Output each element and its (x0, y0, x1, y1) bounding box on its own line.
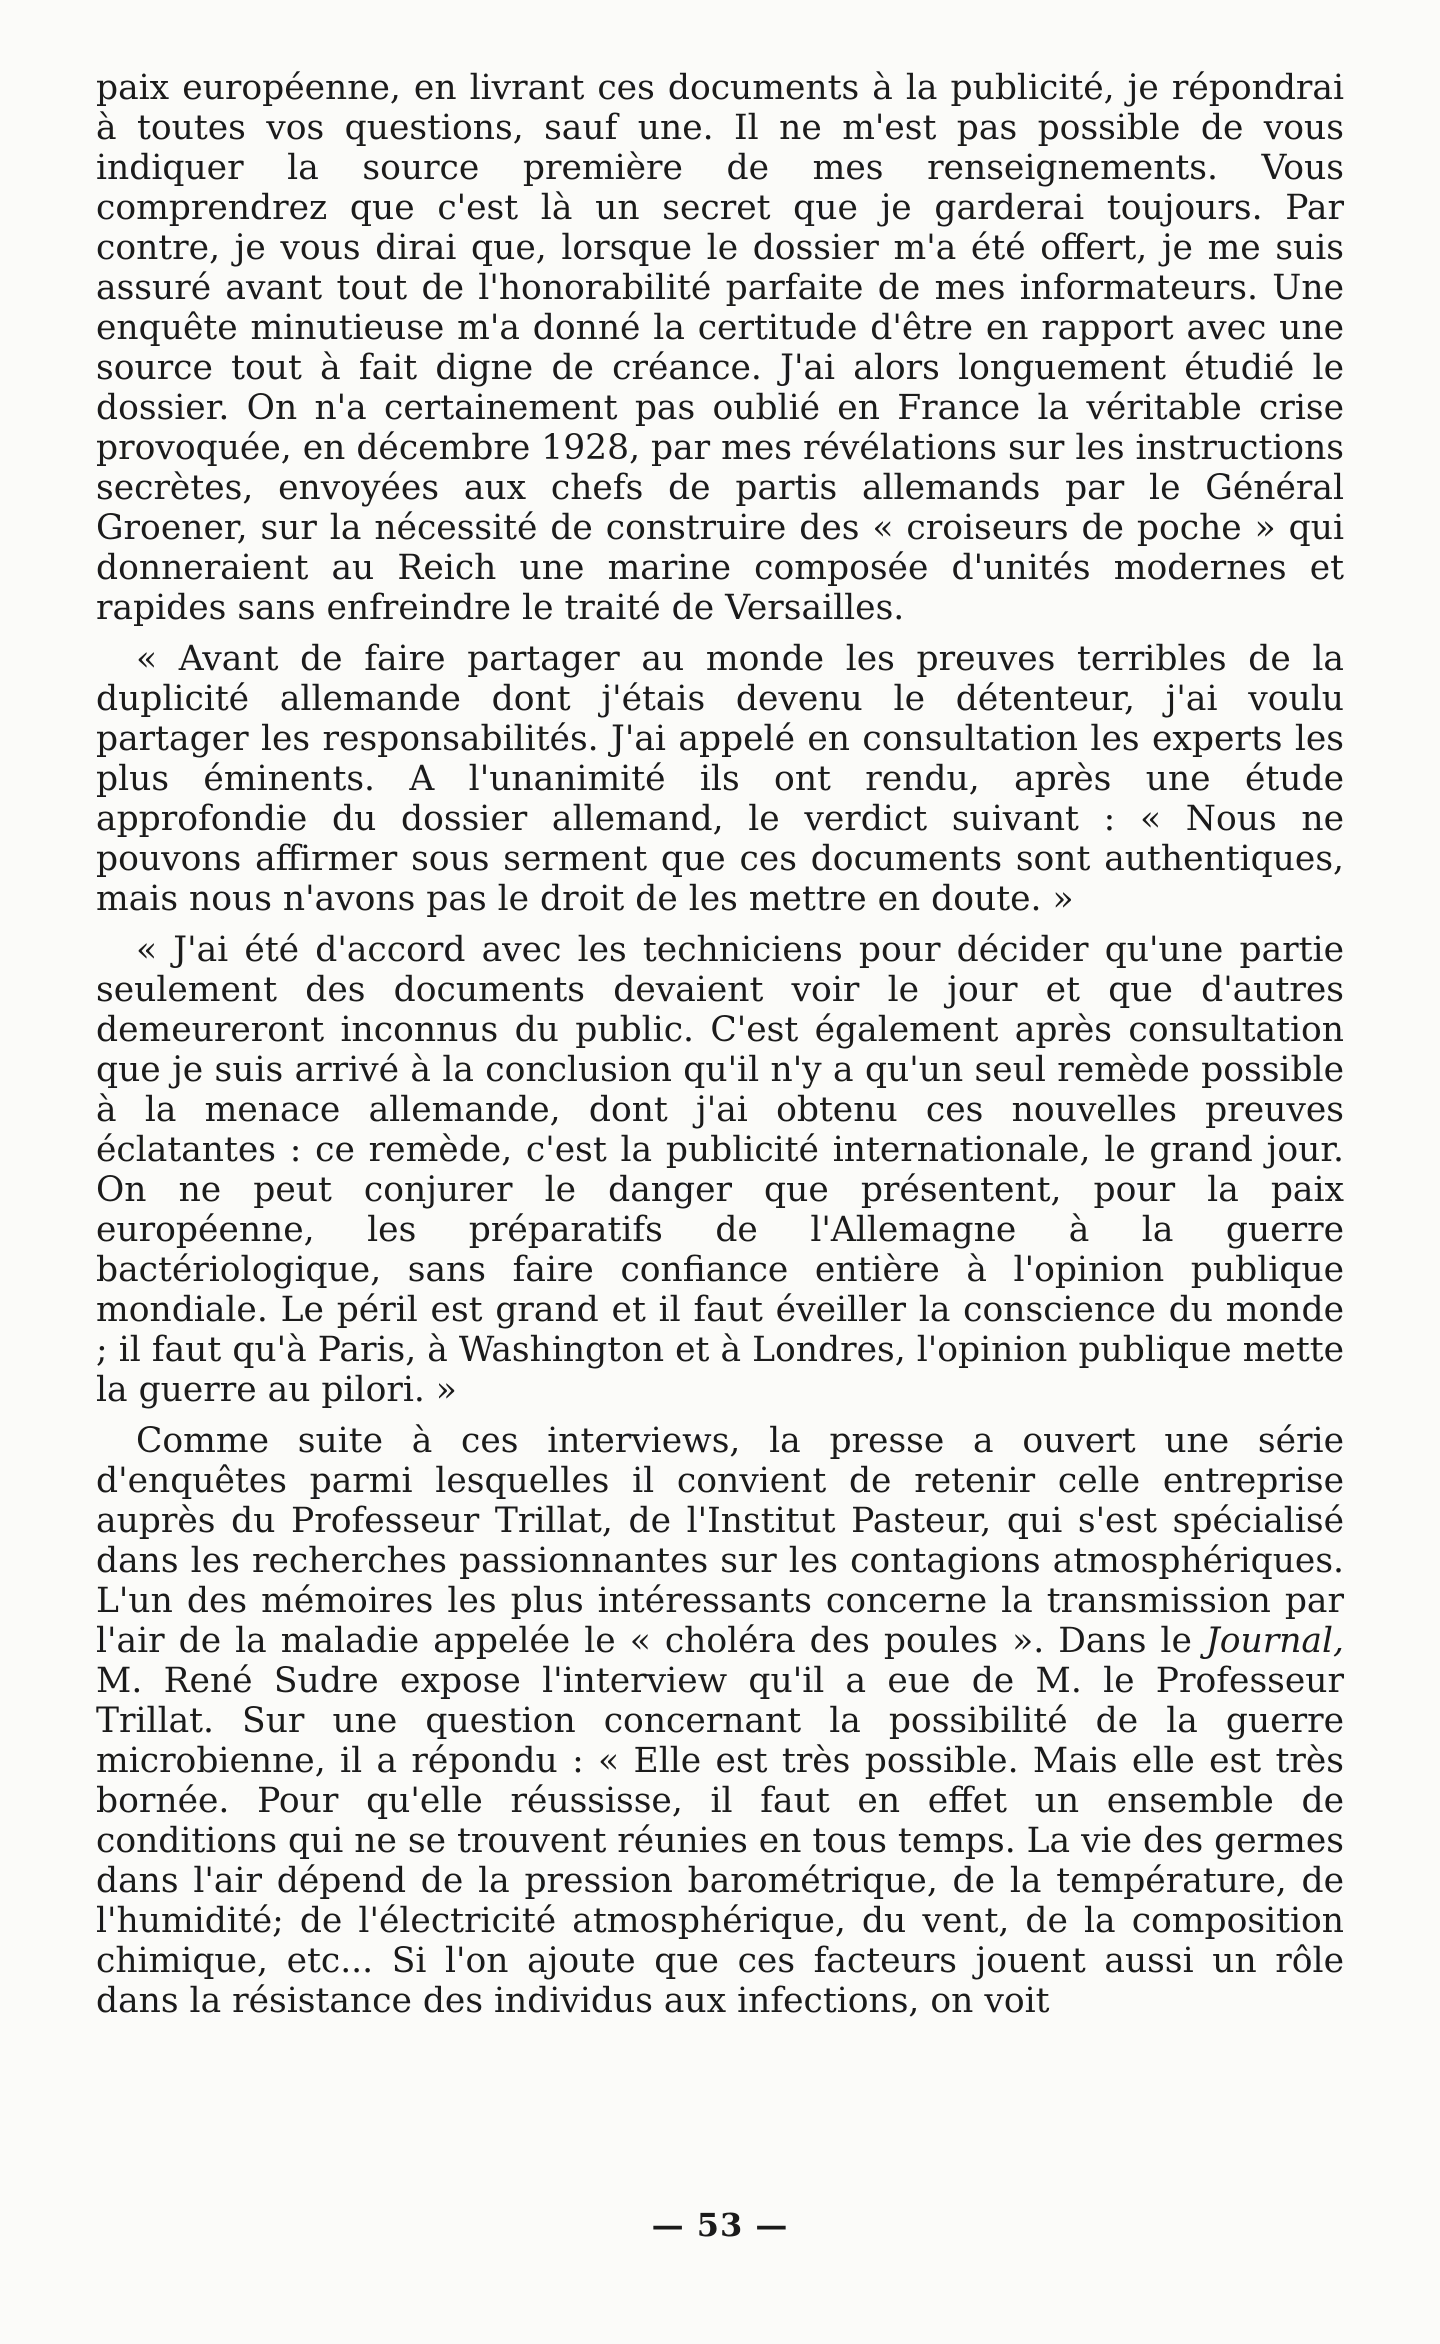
journal-title: Journal, (1205, 1621, 1344, 1661)
paragraph-1: paix européenne, en livrant ces documents à la publicité, je répondrai à toutes vos questions, sauf une. Il ne m'est pas possible de vous indiquer la source première de mes renseignements. Vous comprendrez que c'est là un secret que je garderai toujours. Par contre, je vous dirai que, lorsque le dossier m'a été offert, je me suis assuré avant tout de l'honorabilité parfaite de mes informateurs. Une enquête minutieuse m'a donné la certitude d'être en rapport avec une source tout à fait digne de créance. J'ai alors longuement étudié le dossier. On n'a certainement pas oublié en France la véritable crise provoquée, en décembre 1928, par mes révélations sur les instructions secrètes, envoyées aux chefs de partis allemands par le Général Groener, sur la nécessité de construire des « croiseurs de poche » qui donneraient au Reich une marine composée d'unités modernes et rapides sans enfreindre le traité de Versailles. (96, 68, 1344, 628)
page-body (96, 68, 1344, 2021)
paragraph-3: « J'ai été d'accord avec les techniciens pour décider qu'une partie seulement des documents devaient voir le jour et que d'autres demeureront inconnus du public. C'est également après consultation que je suis arrivé à la conclusion qu'il n'y a qu'un seul remède possible à la menace allemande, dont j'ai obtenu ces nouvelles preuves éclatantes : ce remède, c'est la publicité internationale, le grand jour. On ne peut conjurer le danger que présentent, pour la paix européenne, les préparatifs de l'Allemagne à la guerre bactériologique, sans faire confiance entière à l'opinion publique mondiale. Le péril est grand et il faut éveiller la conscience du monde ; il faut qu'à Paris, à Washington et à Londres, l'opinion publique mette la guerre au pilori. » (96, 930, 1344, 1410)
paragraph-4 (96, 1421, 1344, 2021)
paragraph-4-text-end: M. René Sudre expose l'interview qu'il a eue de M. le Professeur Trillat. Sur une question concernant la possibilité de la guerre microbienne, il a répondu : « Elle est très possible. Mais elle est très bornée. Pour qu'elle réussisse, il faut en effet un ensemble de conditions qui ne se trouvent réunies en tous temps. La vie des germes dans l'air dépend de la pression barométrique, de la température, de l'humidité; de l'électricité atmosphérique, du vent, de la composition chimique, etc... Si l'on ajoute que ces facteurs jouent aussi un rôle dans la résistance des individus aux infections, on voit (96, 1661, 1344, 2021)
page-number: — 53 — (651, 2206, 789, 2244)
paragraph-2: « Avant de faire partager au monde les preuves terribles de la duplicité allemande dont j'étais devenu le détenteur, j'ai voulu partager les responsabilités. J'ai appelé en consultation les experts les plus éminents. A l'unanimité ils ont rendu, après une étude approfondie du dossier allemand, le verdict suivant : « Nous ne pouvons affirmer sous serment que ces documents sont authentiques, mais nous n'avons pas le droit de les mettre en doute. » (96, 639, 1344, 919)
paragraph-4-text-start: Comme suite à ces interviews, la presse a ouvert une série d'enquêtes parmi lesquelles il convient de retenir celle entreprise auprès du Professeur Trillat, de l'Institut Pasteur, qui s'est spécialisé dans les recherches passionnantes sur les contagions atmosphériques. L'un des mémoires les plus intéressants concerne la transmission par l'air de la maladie appelée le « choléra des poules ». Dans le (96, 1421, 1344, 1661)
